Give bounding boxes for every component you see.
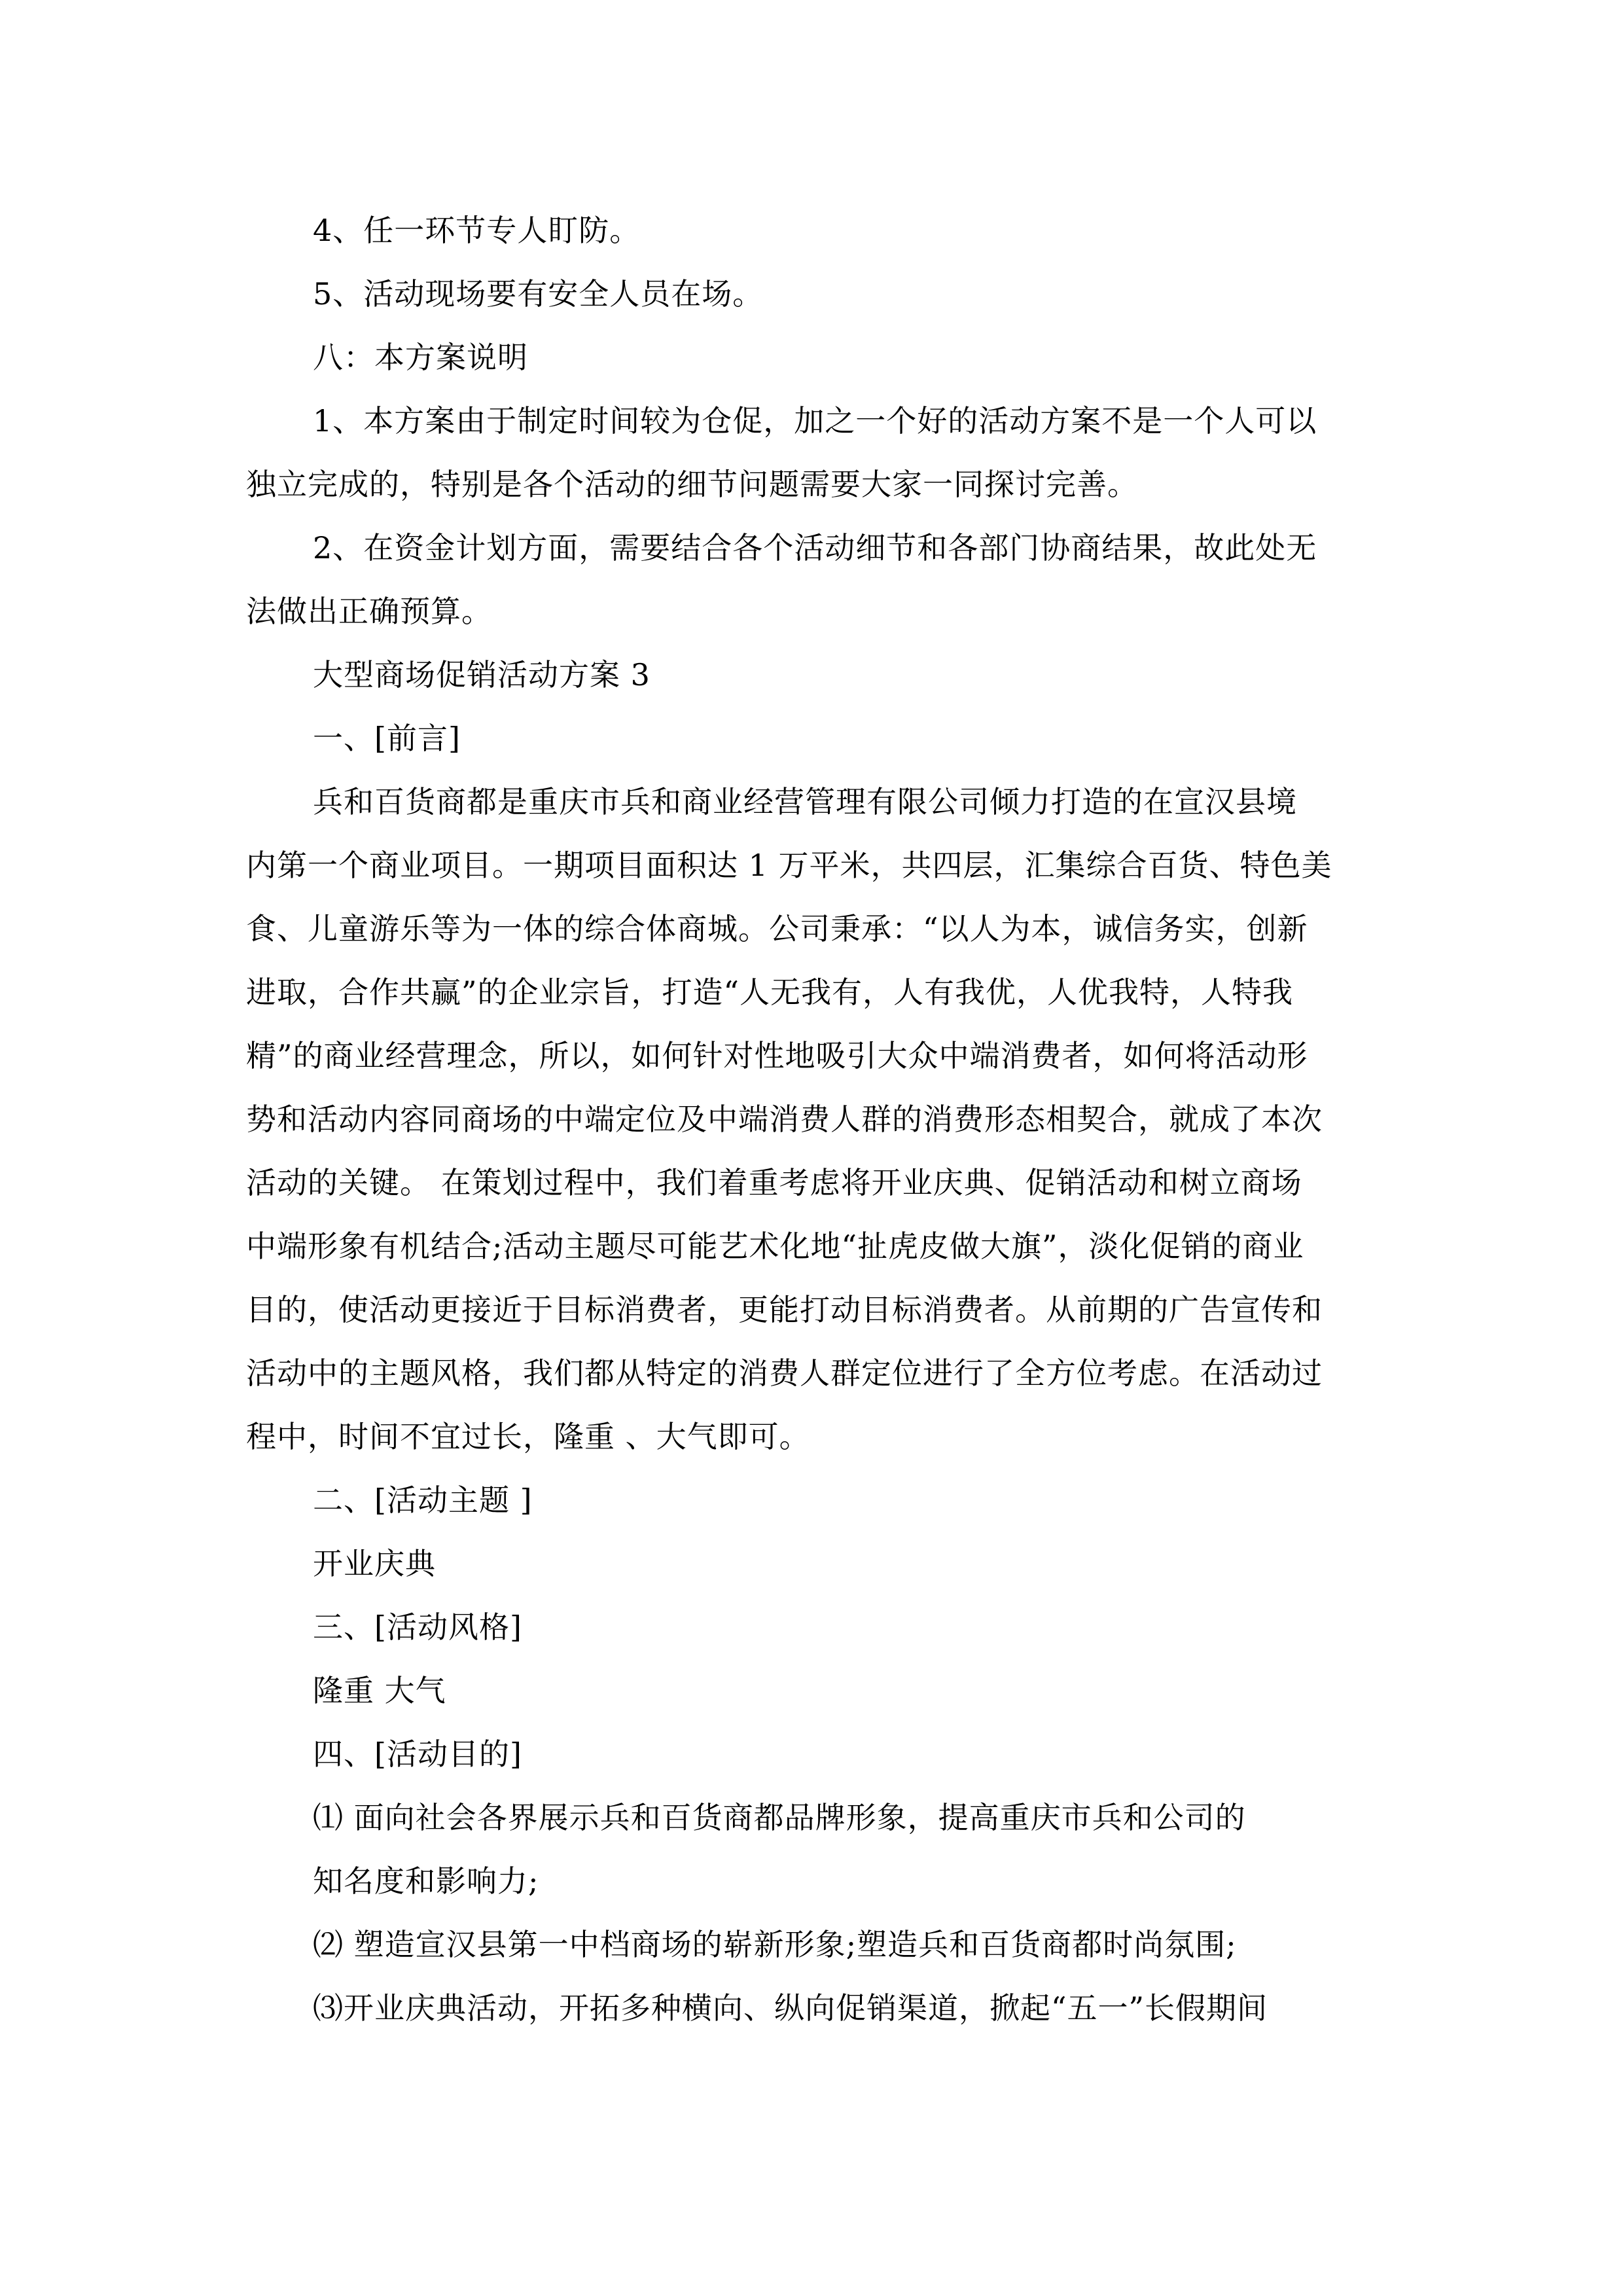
text-line: 5、活动现场要有安全人员在场。 bbox=[313, 276, 764, 312]
text-line: 1、本方案由于制定时间较为仓促，加之一个好的活动方案不是一个人可以 bbox=[313, 403, 1317, 439]
text-line: 活动的关键。 在策划过程中，我们着重考虑将开业庆典、促销活动和树立商场 bbox=[246, 1165, 1302, 1200]
text-line: 食、儿童游乐等为一体的综合体商城。公司秉承：“以人为本，诚信务实，创新 bbox=[246, 911, 1308, 946]
text-line: 精”的商业经营理念，所以，如何针对性地吸引大众中端消费者，如何将活动形 bbox=[246, 1038, 1308, 1073]
text-line: 法做出正确预算。 bbox=[246, 594, 492, 629]
text-line: 程中，时间不宜过长，隆重 、大气即可。 bbox=[246, 1419, 810, 1454]
text-line: 4、任一环节专人盯防。 bbox=[313, 213, 641, 248]
text-line: 独立完成的，特别是各个活动的细节问题需要大家一同探讨完善。 bbox=[246, 467, 1138, 502]
text-line: 内第一个商业项目。一期项目面积达 1 万平米，共四层，汇集综合百货、特色美 bbox=[246, 848, 1332, 883]
list-item: ⑶开业庆典活动，开拓多种横向、纵向促销渠道，掀起“五一”长假期间 bbox=[313, 1990, 1268, 2026]
section-heading: 四、[活动目的] bbox=[313, 1736, 522, 1772]
text-line: 隆重 大气 bbox=[313, 1673, 446, 1708]
section-heading: 三、[活动风格] bbox=[313, 1609, 522, 1645]
section-heading: 二、[活动主题 ] bbox=[313, 1482, 533, 1518]
text-line: 2、在资金计划方面，需要结合各个活动细节和各部门协商结果，故此处无 bbox=[313, 530, 1317, 565]
text-line: 兵和百货商都是重庆市兵和商业经营管理有限公司倾力打造的在宣汉县境 bbox=[313, 784, 1297, 819]
text-line: 目的，使活动更接近于目标消费者，更能打动目标消费者。从前期的广告宣传和 bbox=[246, 1292, 1323, 1327]
text-line: 活动中的主题风格，我们都从特定的消费人群定位进行了全方位考虑。在活动过 bbox=[246, 1355, 1323, 1391]
text-line: 知名度和影响力; bbox=[313, 1863, 539, 1899]
section-heading: 一、[前言] bbox=[313, 721, 461, 756]
list-item: ⑴ 面向社会各界展示兵和百货商都品牌形象，提高重庆市兵和公司的 bbox=[313, 1800, 1246, 1835]
text-line: 势和活动内容同商场的中端定位及中端消费人群的消费形态相契合，就成了本次 bbox=[246, 1102, 1323, 1137]
text-line: 进取，合作共赢”的企业宗旨，打造“人无我有，人有我优，人优我特，人特我 bbox=[246, 975, 1294, 1010]
document-title: 大型商场促销活动方案 3 bbox=[313, 657, 651, 692]
text-line: 中端形象有机结合;活动主题尽可能艺术化地“扯虎皮做大旗”，淡化促销的商业 bbox=[246, 1229, 1304, 1264]
list-item: ⑵ 塑造宣汉县第一中档商场的崭新形象;塑造兵和百货商都时尚氛围; bbox=[313, 1927, 1237, 1962]
text-line: 开业庆典 bbox=[313, 1546, 436, 1581]
section-heading: 八：本方案说明 bbox=[313, 340, 528, 375]
